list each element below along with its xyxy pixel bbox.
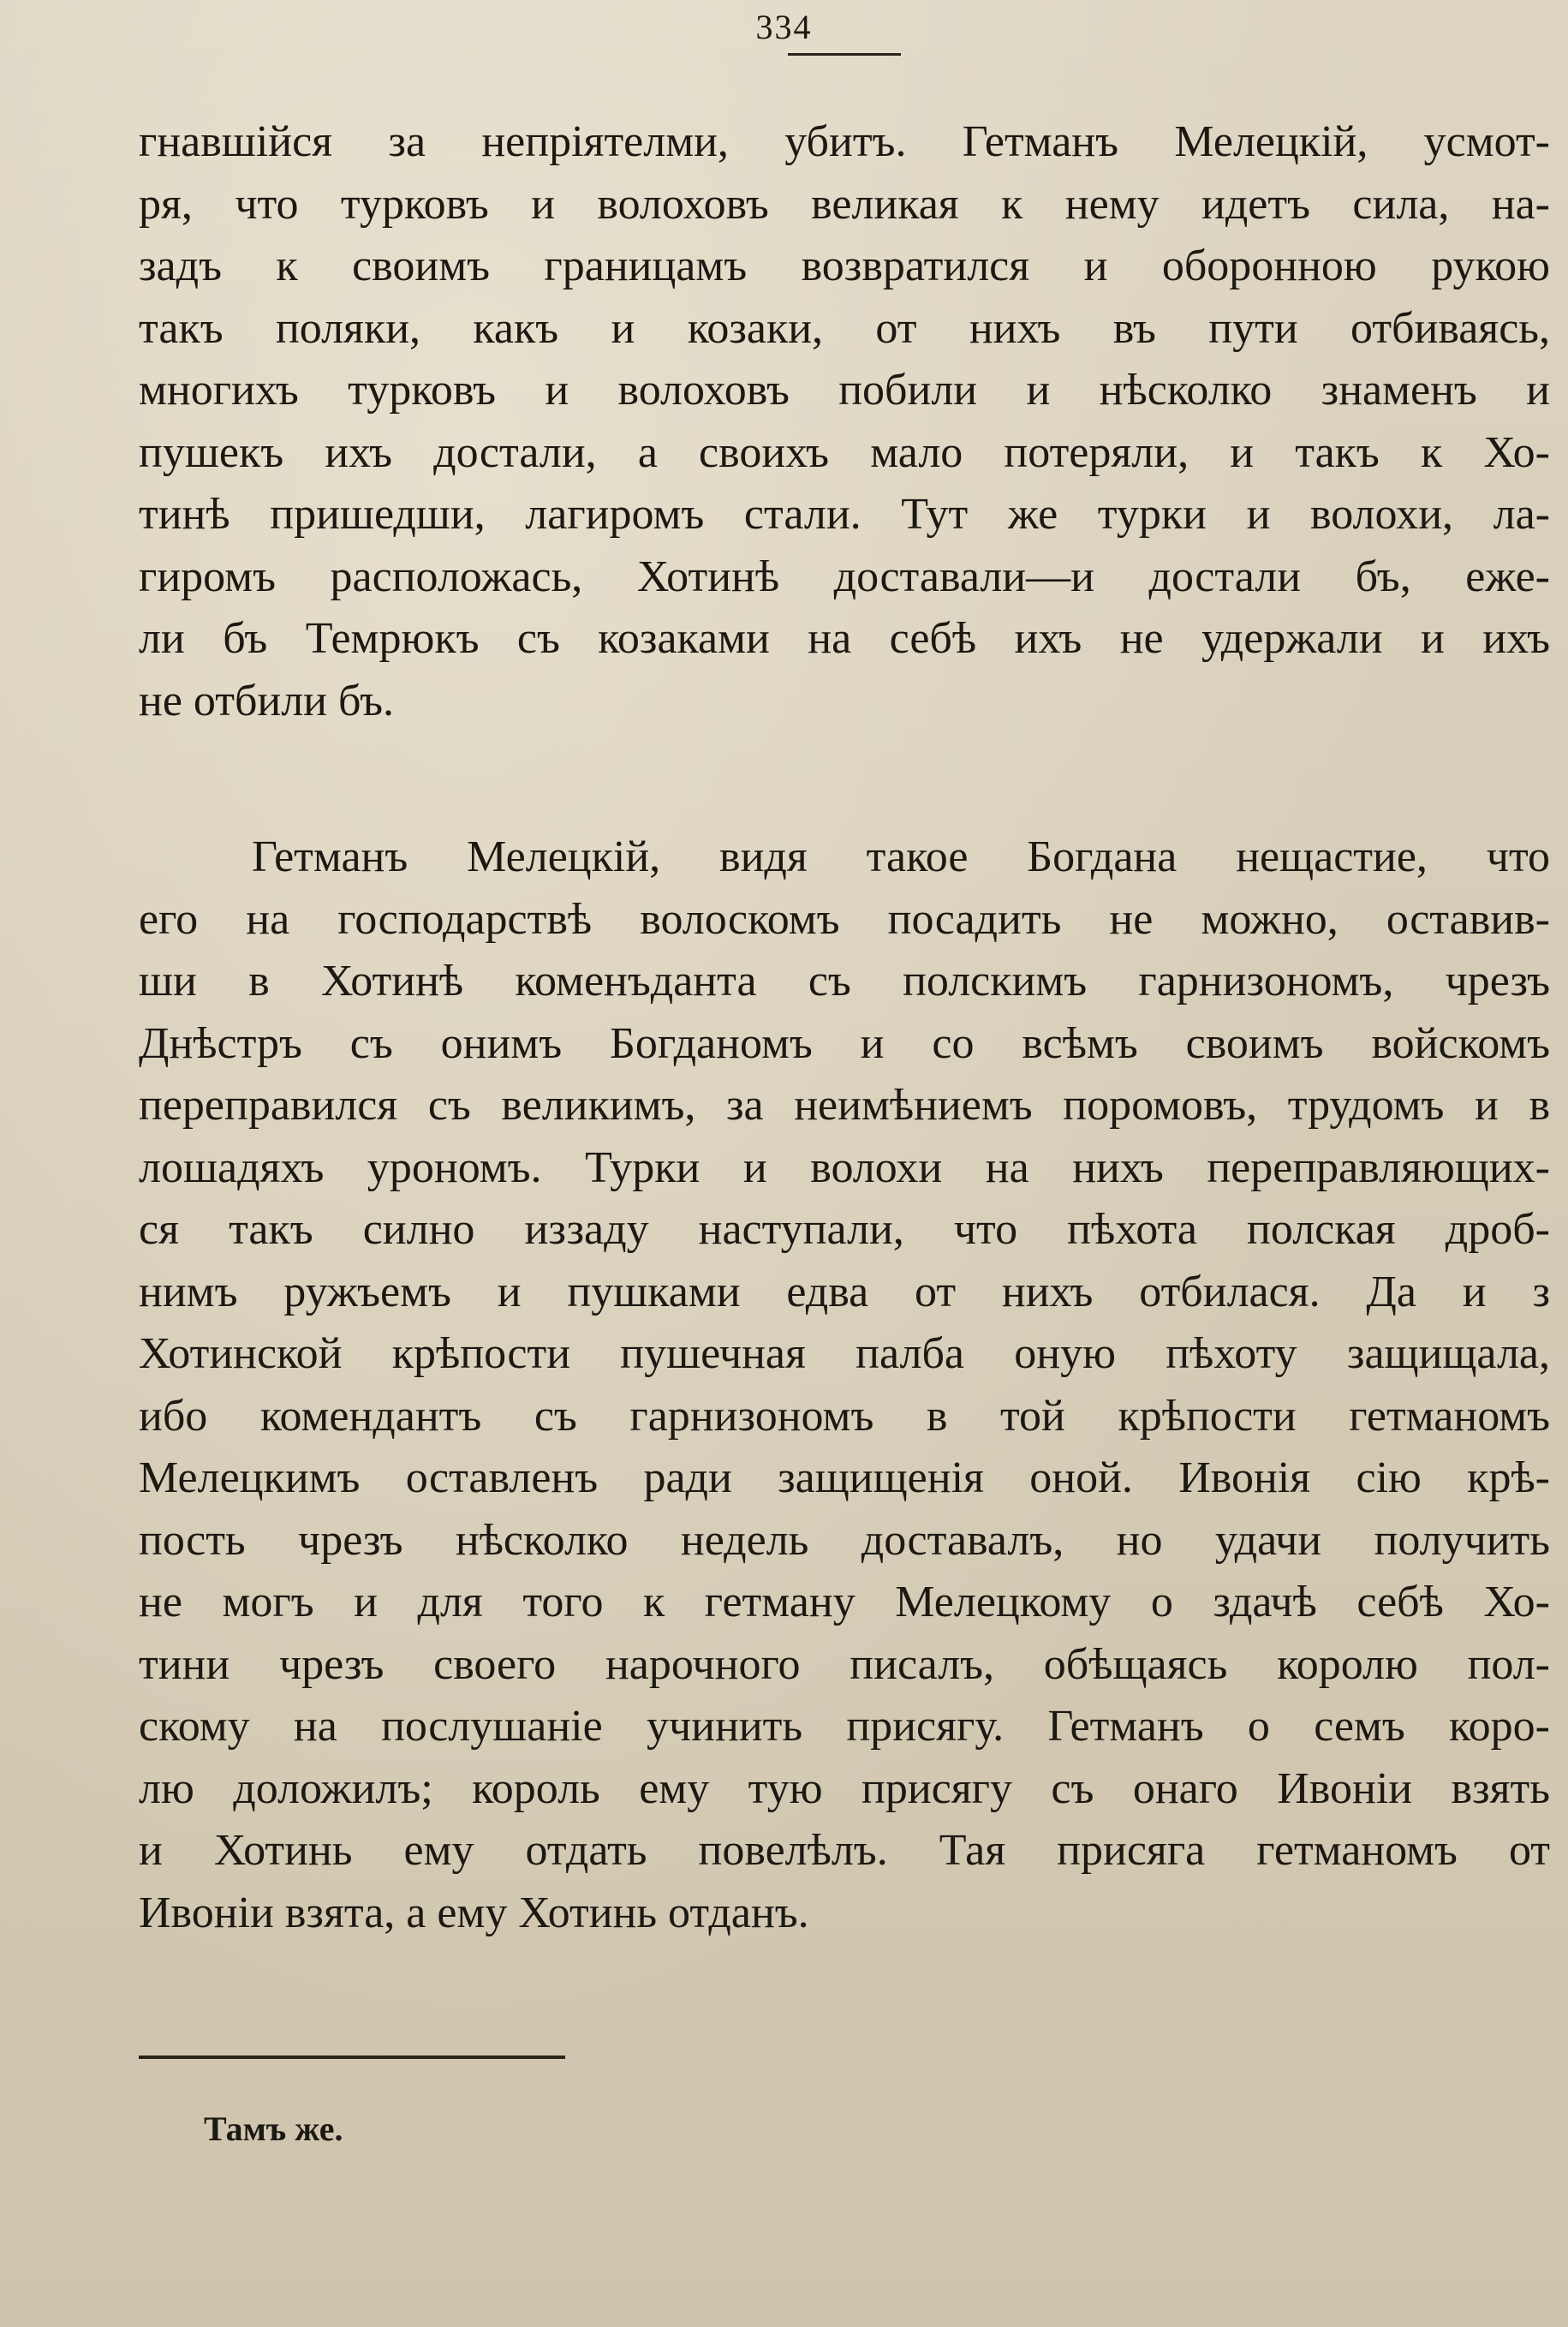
text-line: ся такъ силно иззаду наступали, что пѣхота полская дроб- — [139, 1205, 1550, 1254]
text-line: не отбили бъ. — [139, 676, 395, 725]
text-line: ря, что турковъ и волоховъ великая к нему идетъ сила, на- — [139, 179, 1550, 229]
text-line: многихъ турковъ и волоховъ побили и нѣсколко знаменъ и — [139, 366, 1550, 415]
text-line: Мелецкимъ оставленъ ради защищенія оной. Ивонія сію крѣ- — [139, 1453, 1550, 1502]
text-line: пость чрезъ нѣсколко недель доставалъ, но удачи получить — [139, 1515, 1550, 1565]
text-line: его на господарствѣ волоскомъ посадить не можно, оставив- — [139, 894, 1550, 944]
text-line: гиромъ расположась, Хотинѣ доставали—и достали бъ, еже- — [139, 552, 1550, 601]
text-line: Днѣстръ съ онимъ Богданомъ и со всѣмъ своимъ войскомъ — [139, 1018, 1550, 1068]
page-number: 334 — [755, 8, 813, 46]
text-line: тинѣ пришедши, лагиромъ стали. Тут же турки и волохи, ла- — [139, 490, 1550, 539]
text-line: Ивоніи взята, а ему Хотинь отданъ. — [139, 1888, 809, 1937]
text-line: задъ к своимъ границамъ возвратился и оборонною рукою — [139, 242, 1550, 290]
text-line: пушекъ ихъ достали, а своихъ мало потеряли, и такъ к Хо- — [139, 427, 1550, 477]
text-line: ли бъ Темрюкъ съ козаками на себѣ ихъ не удержали и ихъ — [139, 614, 1550, 663]
paragraph-2 — [139, 826, 1550, 1944]
page-number-rule — [788, 53, 901, 56]
text-line: тини чрезъ своего нарочного писалъ, обѣщаясь королю пол- — [139, 1639, 1550, 1689]
text-line: скому на послушаніе учинить присягу. Гетманъ о семъ коро- — [139, 1702, 1550, 1751]
text-line: переправился съ великимъ, за неимѣниемъ поромовъ, трудомъ и в — [139, 1081, 1550, 1130]
text-line: лошадяхъ урономъ. Турки и волохи на нихъ переправляющих- — [139, 1143, 1550, 1192]
text-line: лю доложилъ; король ему тую присягу съ онаго Ивоніи взять — [139, 1763, 1550, 1813]
text-line: ибо комендантъ съ гарнизономъ в той крѣпости гетманомъ — [139, 1391, 1550, 1441]
paragraph-1 — [139, 111, 1550, 732]
text-line: такъ поляки, какъ и козаки, от нихъ въ пути отбиваясь, — [139, 303, 1550, 353]
text-line: ши в Хотинѣ коменъданта съ полскимъ гарнизономъ, чрезъ — [139, 957, 1550, 1005]
footnote-rule — [139, 2056, 565, 2059]
text-line: и Хотинь ему отдать повелѣлъ. Тая присяга гетманомъ от — [139, 1826, 1550, 1875]
text-line: Гетманъ Мелецкій, видя такое Богдана нещастие, что — [252, 832, 1550, 881]
footnote: Тамъ же. — [204, 2109, 343, 2148]
text-line: Хотинской крѣпости пушечная палба оную пѣхоту защищала, — [139, 1329, 1550, 1378]
text-line: гнавшійся за непріятелми, убитъ. Гетманъ Мелецкій, усмот- — [139, 117, 1550, 166]
text-line: не могъ и для того к гетману Мелецкому о здачѣ себѣ Хо- — [139, 1578, 1550, 1626]
text-line: нимъ ружъемъ и пушками едва от нихъ отбилася. Да и з — [139, 1267, 1550, 1316]
